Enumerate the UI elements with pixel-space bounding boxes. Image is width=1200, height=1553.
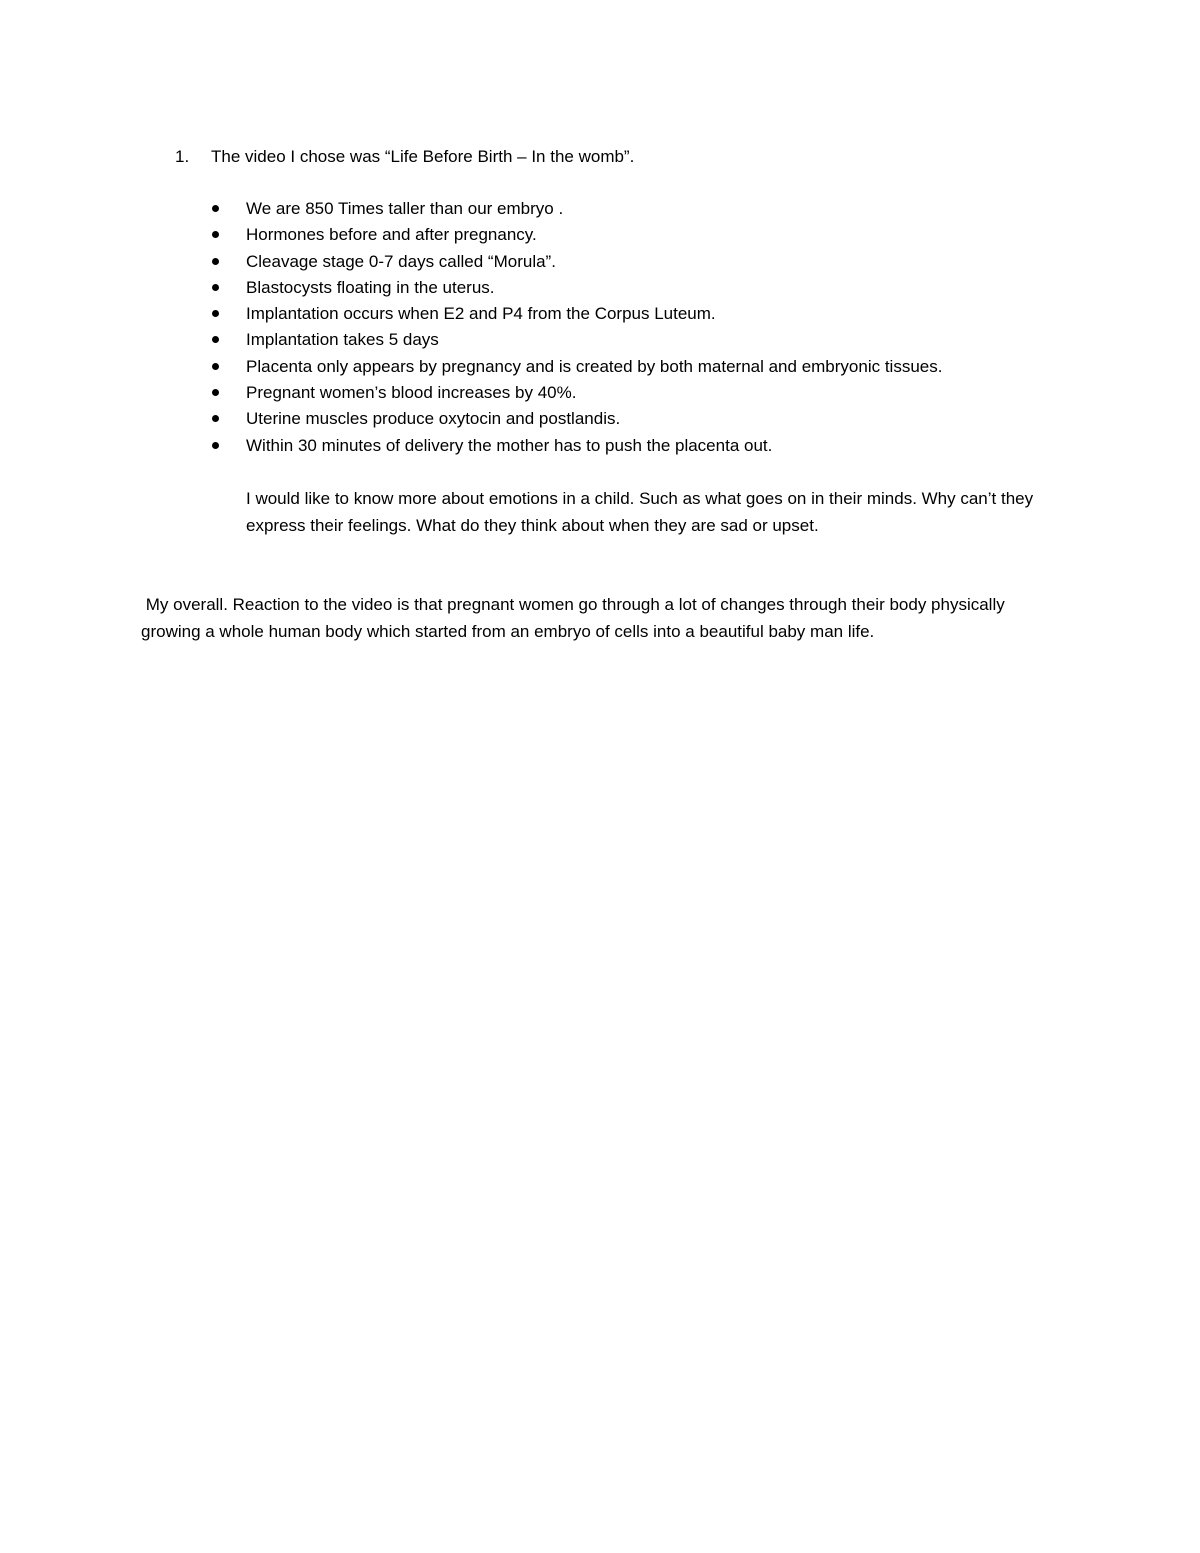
bullet-icon: [212, 310, 219, 317]
bullet-item: [210, 275, 942, 301]
bullet-item: [210, 433, 942, 459]
bullet-text: Hormones before and after pregnancy.: [246, 225, 537, 245]
reaction-paragraph: My overall. Reaction to the video is that pregnant women go through a lot of changes through their body physically growing a whole human body which started from an embryo of cells into a beautiful baby man life.: [141, 595, 1010, 641]
bullet-icon: [212, 284, 219, 291]
bullet-icon: [212, 205, 219, 212]
bullet-item: [210, 354, 942, 380]
bullet-text: Pregnant women’s blood increases by 40%.: [246, 383, 577, 403]
bullet-item: [210, 406, 942, 432]
bullet-item: [210, 301, 942, 327]
bullet-item: [210, 196, 942, 222]
bullet-list: [210, 196, 942, 459]
list-item-text: The video I chose was “Life Before Birth – In the womb”.: [211, 147, 635, 166]
bullet-item: [210, 249, 942, 275]
bullet-text: Implantation occurs when E2 and P4 from the Corpus Luteum.: [246, 304, 716, 324]
bullet-text: Cleavage stage 0-7 days called “Morula”.: [246, 251, 556, 271]
bullet-icon: [212, 363, 219, 370]
bullet-text: Blastocysts floating in the uterus.: [246, 277, 495, 297]
bullet-text: Implantation takes 5 days: [246, 330, 439, 350]
bullet-item: [210, 222, 942, 248]
numbered-list-item: [175, 144, 634, 170]
list-number: 1.: [175, 147, 190, 166]
bullet-item: [210, 327, 942, 353]
bullet-icon: [212, 389, 219, 396]
bullet-text: Placenta only appears by pregnancy and is created by both maternal and embryonic tissues.: [246, 356, 943, 376]
bullet-item: [210, 380, 942, 406]
bullet-text: We are 850 Times taller than our embryo .: [246, 199, 564, 218]
bullet-icon: [212, 258, 219, 265]
bullet-icon: [212, 336, 219, 343]
bullet-text: Within 30 minutes of delivery the mother has to push the placenta out.: [246, 435, 773, 455]
bullet-icon: [212, 442, 219, 449]
bullet-icon: [212, 231, 219, 238]
bullet-text: Uterine muscles produce oxytocin and postlandis.: [246, 409, 621, 429]
bullet-icon: [212, 415, 219, 422]
question-paragraph: I would like to know more about emotions in a child. Such as what goes on in their minds. Why can’t they express their feelings. What do they think about when they are sad or upset.: [246, 489, 1034, 535]
